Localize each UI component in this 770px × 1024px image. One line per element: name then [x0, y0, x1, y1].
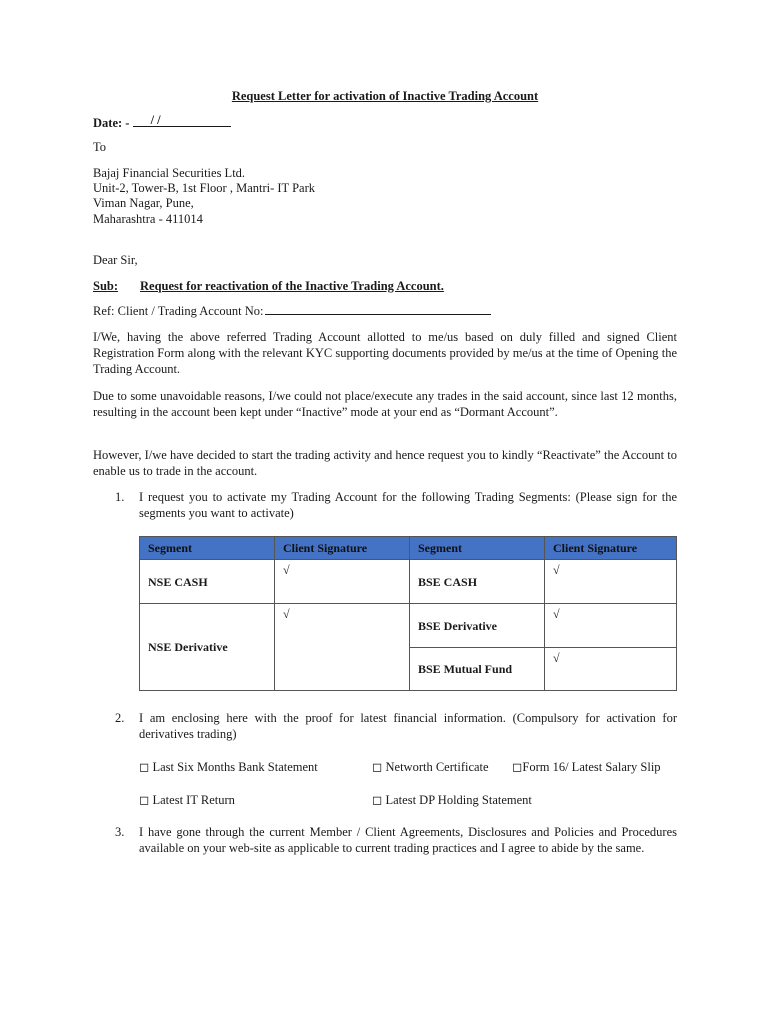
- item-number-2: 2.: [115, 711, 125, 725]
- item-text-2: I am enclosing here with the proof for latest financial information. (Compulsory for activation for derivatives trading): [139, 711, 677, 741]
- header-segment-2: Segment: [410, 537, 545, 560]
- address-line-1: Bajaj Financial Securities Ltd.: [93, 166, 246, 180]
- subject-label: Sub:: [93, 279, 119, 293]
- address-line-4: Maharashtra - 411014: [93, 212, 203, 226]
- paragraph-account-allotment: I/We, having the above referred Trading Account allotted to me/us based on duly filled and signed Client Registration Form along with the relevant KYC supporting documents provided by me/us at the time of Opening the Trading Account.: [93, 330, 677, 376]
- signature-bse-derivative[interactable]: √: [545, 604, 677, 648]
- date-label: Date: -: [93, 116, 130, 130]
- header-signature-2: Client Signature: [545, 537, 677, 560]
- paragraph-inactive-reason: Due to some unavoidable reasons, I/we could not place/execute any trades in the said account, since last 12 months, resulting in the account been kept under “Inactive” mode at your end as “Dormant Account”.: [93, 389, 677, 419]
- reference-row: [93, 303, 491, 319]
- date-field[interactable]: [133, 114, 231, 127]
- checkbox-form16-salary-slip[interactable]: ◻Form 16/ Latest Salary Slip: [512, 760, 661, 774]
- date-slashes: / /: [150, 113, 161, 127]
- segment-bse-derivative: BSE Derivative: [410, 604, 545, 648]
- signature-nse-derivative[interactable]: √: [275, 604, 410, 691]
- segment-bse-cash: BSE CASH: [410, 560, 545, 604]
- checkbox-dp-holding[interactable]: ◻ Latest DP Holding Statement: [372, 793, 532, 807]
- item-number-1: 1.: [115, 490, 125, 504]
- checkbox-it-return[interactable]: ◻ Latest IT Return: [139, 793, 235, 807]
- salutation: Dear Sir,: [93, 253, 138, 267]
- item-text-1: I request you to activate my Trading Account for the following Trading Segments: (Please sign for the segments you want to activate): [139, 490, 677, 520]
- to-line: To: [93, 140, 107, 154]
- segment-bse-mutual-fund: BSE Mutual Fund: [410, 648, 545, 691]
- checkbox-bank-statement[interactable]: ◻ Last Six Months Bank Statement: [139, 760, 318, 774]
- checkbox-networth-certificate[interactable]: ◻ Networth Certificate: [372, 760, 489, 774]
- subject-text: Request for reactivation of the Inactive Trading Account.: [140, 279, 444, 293]
- item-text-3: I have gone through the current Member / Client Agreements, Disclosures and Policies and Procedures available on your web-site as applicable to current trading practices and I agree to abide by the same.: [139, 825, 677, 855]
- letter-title: Request Letter for activation of Inactive Trading Account: [231, 89, 539, 103]
- account-number-field[interactable]: [265, 303, 491, 315]
- segments-table: [139, 536, 677, 691]
- header-signature-1: Client Signature: [275, 537, 410, 560]
- address-line-3: Viman Nagar, Pune,: [93, 196, 194, 210]
- paragraph-reactivate-request: However, I/we have decided to start the trading activity and hence request you to kindly “Reactivate” the Account to enable us to trade in the account.: [93, 448, 677, 478]
- address-line-2: Unit-2, Tower-B, 1st Floor , Mantri- IT Park: [93, 181, 316, 195]
- date-row: [93, 114, 231, 131]
- segment-nse-cash: NSE CASH: [140, 560, 275, 604]
- item-number-3: 3.: [115, 825, 125, 839]
- reference-label: Ref: Client / Trading Account No:: [93, 304, 264, 318]
- header-segment-1: Segment: [140, 537, 275, 560]
- signature-bse-mutual-fund[interactable]: √: [545, 648, 677, 691]
- signature-nse-cash[interactable]: √: [275, 560, 410, 604]
- signature-bse-cash[interactable]: √: [545, 560, 677, 604]
- segment-nse-derivative: NSE Derivative: [140, 604, 275, 691]
